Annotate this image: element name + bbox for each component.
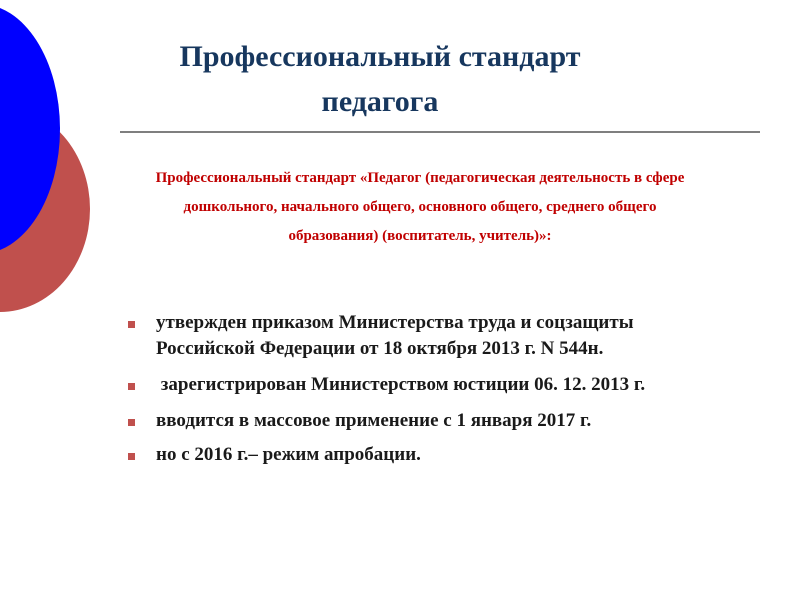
bullet-item <box>128 372 728 398</box>
slide-subtitle: Профессиональный стандарт «Педагог (педагогическая деятельность в сфере дошкольного, начального общего, основного общего, среднего общего образования) (воспитатель, учитель)»: <box>155 170 685 244</box>
bullet-item <box>128 408 728 434</box>
bullet-item <box>128 310 728 362</box>
bullet-text: но с 2016 г.– режим апробации. <box>156 444 421 465</box>
bullet-text: зарегистрирован Министерством юстиции 06. 12. 2013 г. <box>156 374 646 395</box>
slide-title: Профессиональный стандарт педагога <box>179 40 581 118</box>
square-bullet-icon <box>128 321 135 328</box>
bullet-text: вводится в массовое применение с 1 января 2017 г. <box>156 410 592 431</box>
bullet-text: утвержден приказом Министерства труда и соцзащиты Российской Федерации от 18 октября 2013 г. N 544н. <box>156 312 634 359</box>
square-bullet-icon <box>128 453 135 460</box>
bullet-list <box>128 310 728 478</box>
bullet-item <box>128 442 728 468</box>
square-bullet-icon <box>128 383 135 390</box>
square-bullet-icon <box>128 419 135 426</box>
title-divider <box>120 131 760 133</box>
